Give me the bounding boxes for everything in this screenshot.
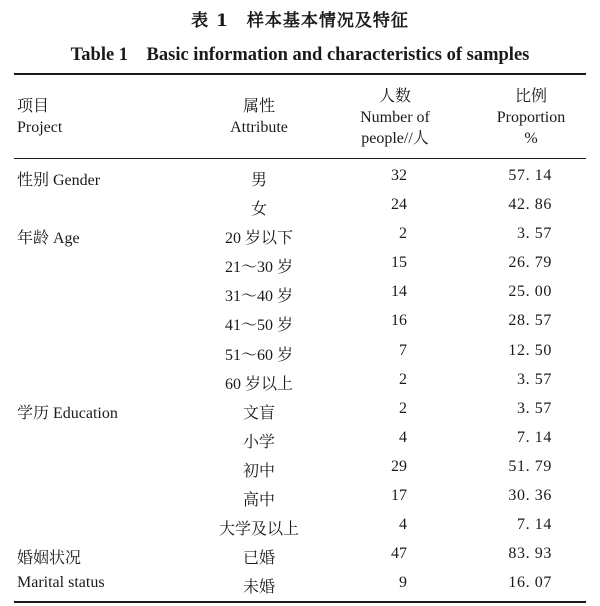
cell-project: 学历 Education — [17, 404, 118, 422]
header-attribute-en: Attribute — [230, 119, 288, 136]
table-row — [0, 250, 600, 279]
cell-proportion: 26. 79 — [508, 254, 552, 272]
cell-number: 2 — [399, 399, 407, 417]
header-number-cn: 人数 — [378, 88, 411, 105]
cell-attribute: 初中 — [242, 462, 275, 480]
header-number-unit: people//人 — [361, 130, 429, 147]
cell-attribute: 60 岁以上 — [224, 375, 293, 393]
cell-attribute: 20 岁以下 — [224, 230, 293, 248]
cell-proportion: 42. 86 — [508, 196, 552, 214]
table-row — [0, 221, 600, 250]
cell-proportion: 3. 57 — [517, 225, 552, 243]
cell-number: 32 — [391, 167, 407, 184]
cell-project: 年龄 Age — [17, 230, 80, 248]
header-proportion-unit: % — [524, 130, 538, 147]
cell-project: 婚姻状况 — [17, 550, 82, 568]
cell-attribute: 21～30 岁 — [224, 259, 293, 277]
table-body — [0, 163, 600, 599]
header-project-cn: 项目 — [17, 98, 50, 115]
cell-number: 14 — [391, 283, 407, 301]
cell-attribute: 小学 — [242, 433, 275, 451]
cell-attribute: 文盲 — [242, 404, 275, 422]
table-row — [0, 512, 600, 541]
header-proportion-en: Proportion — [496, 109, 566, 126]
table-row — [0, 570, 600, 599]
table-row — [0, 541, 600, 570]
table-row — [0, 279, 600, 308]
header-attribute — [199, 96, 319, 138]
cell-proportion: 3. 57 — [517, 399, 552, 417]
cell-proportion: 12. 50 — [508, 341, 552, 359]
header-project — [17, 96, 62, 138]
table-caption-english: Table 1 Basic information and characteristics of samples — [70, 45, 530, 65]
cell-proportion: 3. 57 — [517, 370, 552, 388]
cell-number: 24 — [391, 196, 407, 214]
cell-proportion: 28. 57 — [508, 312, 552, 330]
table-row — [0, 454, 600, 483]
cell-number: 4 — [399, 516, 407, 534]
cell-attribute: 男 — [250, 172, 267, 189]
top-rule — [14, 73, 586, 75]
cell-attribute: 41～50 岁 — [224, 317, 293, 335]
table-row — [0, 483, 600, 512]
cell-number: 15 — [391, 254, 407, 272]
table-row — [0, 425, 600, 454]
cell-proportion: 25. 00 — [508, 283, 552, 301]
cell-number: 2 — [399, 225, 407, 243]
cell-proportion: 30. 36 — [508, 487, 552, 505]
cell-proportion: 7. 14 — [517, 428, 552, 446]
bottom-rule — [14, 601, 586, 603]
cell-number: 9 — [399, 574, 407, 592]
cell-proportion: 16. 07 — [508, 574, 552, 592]
header-number — [340, 86, 450, 149]
cell-number: 29 — [391, 457, 407, 475]
cell-attribute: 未婚 — [242, 579, 275, 597]
table-row — [0, 396, 600, 425]
header-proportion — [475, 86, 587, 149]
cell-number: 2 — [399, 370, 407, 388]
header-project-en: Project — [17, 119, 63, 136]
cell-project: Marital status — [17, 574, 105, 592]
cell-number: 47 — [391, 545, 407, 563]
table-row — [0, 338, 600, 367]
cell-number: 7 — [399, 341, 407, 359]
table-row — [0, 367, 600, 396]
cell-attribute: 大学及以上 — [218, 521, 299, 539]
table-row — [0, 308, 600, 337]
header-attribute-cn: 属性 — [242, 98, 275, 115]
table-row — [0, 163, 600, 192]
cell-proportion: 7. 14 — [517, 516, 552, 534]
cell-proportion: 51. 79 — [508, 457, 552, 475]
header-rule — [14, 158, 586, 159]
table-caption-chinese: 表 1 样本基本情况及特征 — [191, 11, 409, 31]
cell-number: 4 — [399, 428, 407, 446]
cell-number: 17 — [391, 487, 407, 505]
cell-number: 16 — [391, 312, 407, 330]
cell-proportion: 83. 93 — [508, 545, 552, 563]
cell-attribute: 已婚 — [242, 550, 275, 568]
cell-attribute: 女 — [250, 201, 267, 219]
cell-attribute: 高中 — [242, 492, 275, 510]
header-proportion-cn: 比例 — [514, 88, 547, 105]
cell-attribute: 31～40 岁 — [224, 288, 293, 306]
cell-proportion: 57. 14 — [508, 167, 552, 184]
cell-attribute: 51～60 岁 — [224, 346, 293, 364]
cell-project: 性别 Gender — [17, 172, 101, 189]
table-row — [0, 192, 600, 221]
header-number-en: Number of — [360, 109, 430, 126]
